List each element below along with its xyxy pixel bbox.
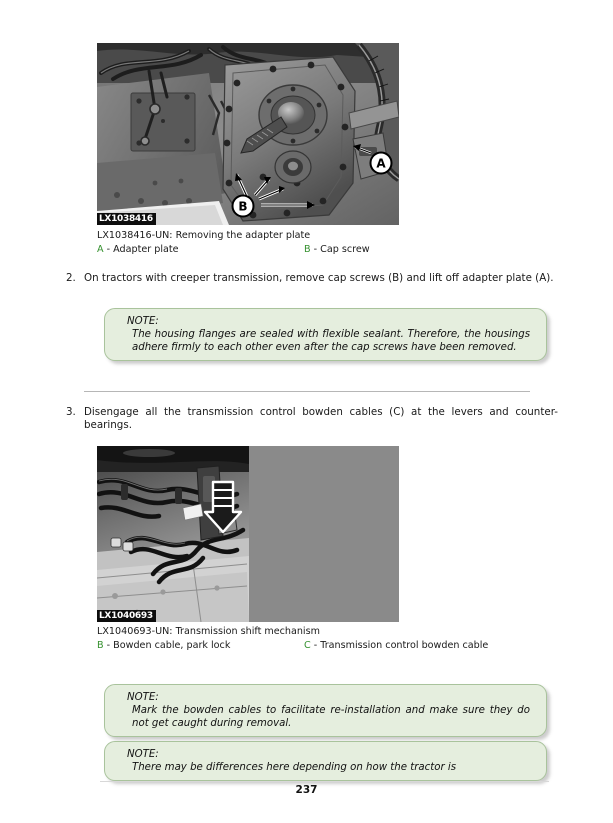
note-text: Mark the bowden cables to facilitate re-installation and make sure they do not get caught during removal. bbox=[132, 705, 530, 730]
figure-adapter-plate bbox=[97, 43, 399, 225]
legend-text: Cap screw bbox=[320, 244, 370, 255]
caption-title: LX1038416-UN: Removing the adapter plate bbox=[97, 230, 311, 241]
note-text: There may be differences here depending on how the tractor is bbox=[132, 762, 457, 773]
caption-legend bbox=[97, 243, 557, 256]
step-item-2 bbox=[66, 272, 558, 285]
legend-sep: - bbox=[310, 640, 321, 651]
legend-key: A bbox=[97, 244, 104, 255]
legend-key: B bbox=[97, 640, 104, 651]
step-number: 2. bbox=[66, 272, 76, 284]
note-box-differences bbox=[104, 741, 547, 781]
svg-text:B: B bbox=[238, 199, 248, 214]
note-label: NOTE: bbox=[127, 749, 159, 760]
legend-text: Bowden cable, park lock bbox=[113, 640, 231, 651]
caption-legend bbox=[97, 639, 557, 652]
note-box-sealant bbox=[104, 308, 547, 361]
legend-item bbox=[304, 243, 370, 256]
note-label: NOTE: bbox=[127, 692, 159, 703]
legend-key: C bbox=[304, 640, 311, 651]
note-label: NOTE: bbox=[127, 316, 159, 327]
legend-sep: - bbox=[103, 244, 114, 255]
step-text: Disengage all the transmission control bowden cables (C) at the levers and counter-bearings. bbox=[84, 406, 558, 431]
legend-item bbox=[97, 243, 179, 256]
legend-sep: - bbox=[310, 244, 321, 255]
step-item-3 bbox=[66, 406, 558, 431]
figure-id-tag: LX1040693 bbox=[97, 610, 156, 622]
figure-id-tag: LX1038416 bbox=[97, 213, 156, 225]
step-text: On tractors with creeper transmission, remove cap screws (B) and lift off adapter plate (A). bbox=[84, 272, 554, 284]
legend-key: B bbox=[304, 244, 311, 255]
section-divider bbox=[84, 391, 530, 392]
figure-shift-mechanism bbox=[97, 446, 399, 622]
caption-title: LX1040693-UN: Transmission shift mechanism bbox=[97, 626, 320, 637]
photo-adapter-plate bbox=[97, 43, 399, 225]
footer-rule bbox=[100, 781, 549, 782]
legend-sep: - bbox=[103, 640, 114, 651]
legend-item bbox=[304, 639, 488, 652]
step-number: 3. bbox=[66, 406, 76, 418]
legend-item bbox=[97, 639, 230, 652]
note-box-mark-cables bbox=[104, 684, 547, 737]
legend-text: Transmission control bowden cable bbox=[320, 640, 489, 651]
svg-text:A: A bbox=[376, 156, 386, 171]
page-number: 237 bbox=[295, 784, 318, 796]
photo-shift-mechanism bbox=[97, 446, 399, 622]
note-text: The housing flanges are sealed with flexible sealant. Therefore, the housings adhere firmly to each other even after the cap screws have been removed. bbox=[132, 329, 530, 354]
legend-text: Adapter plate bbox=[113, 244, 179, 255]
caption-shift-mechanism bbox=[97, 625, 557, 652]
caption-adapter-plate bbox=[97, 229, 557, 256]
